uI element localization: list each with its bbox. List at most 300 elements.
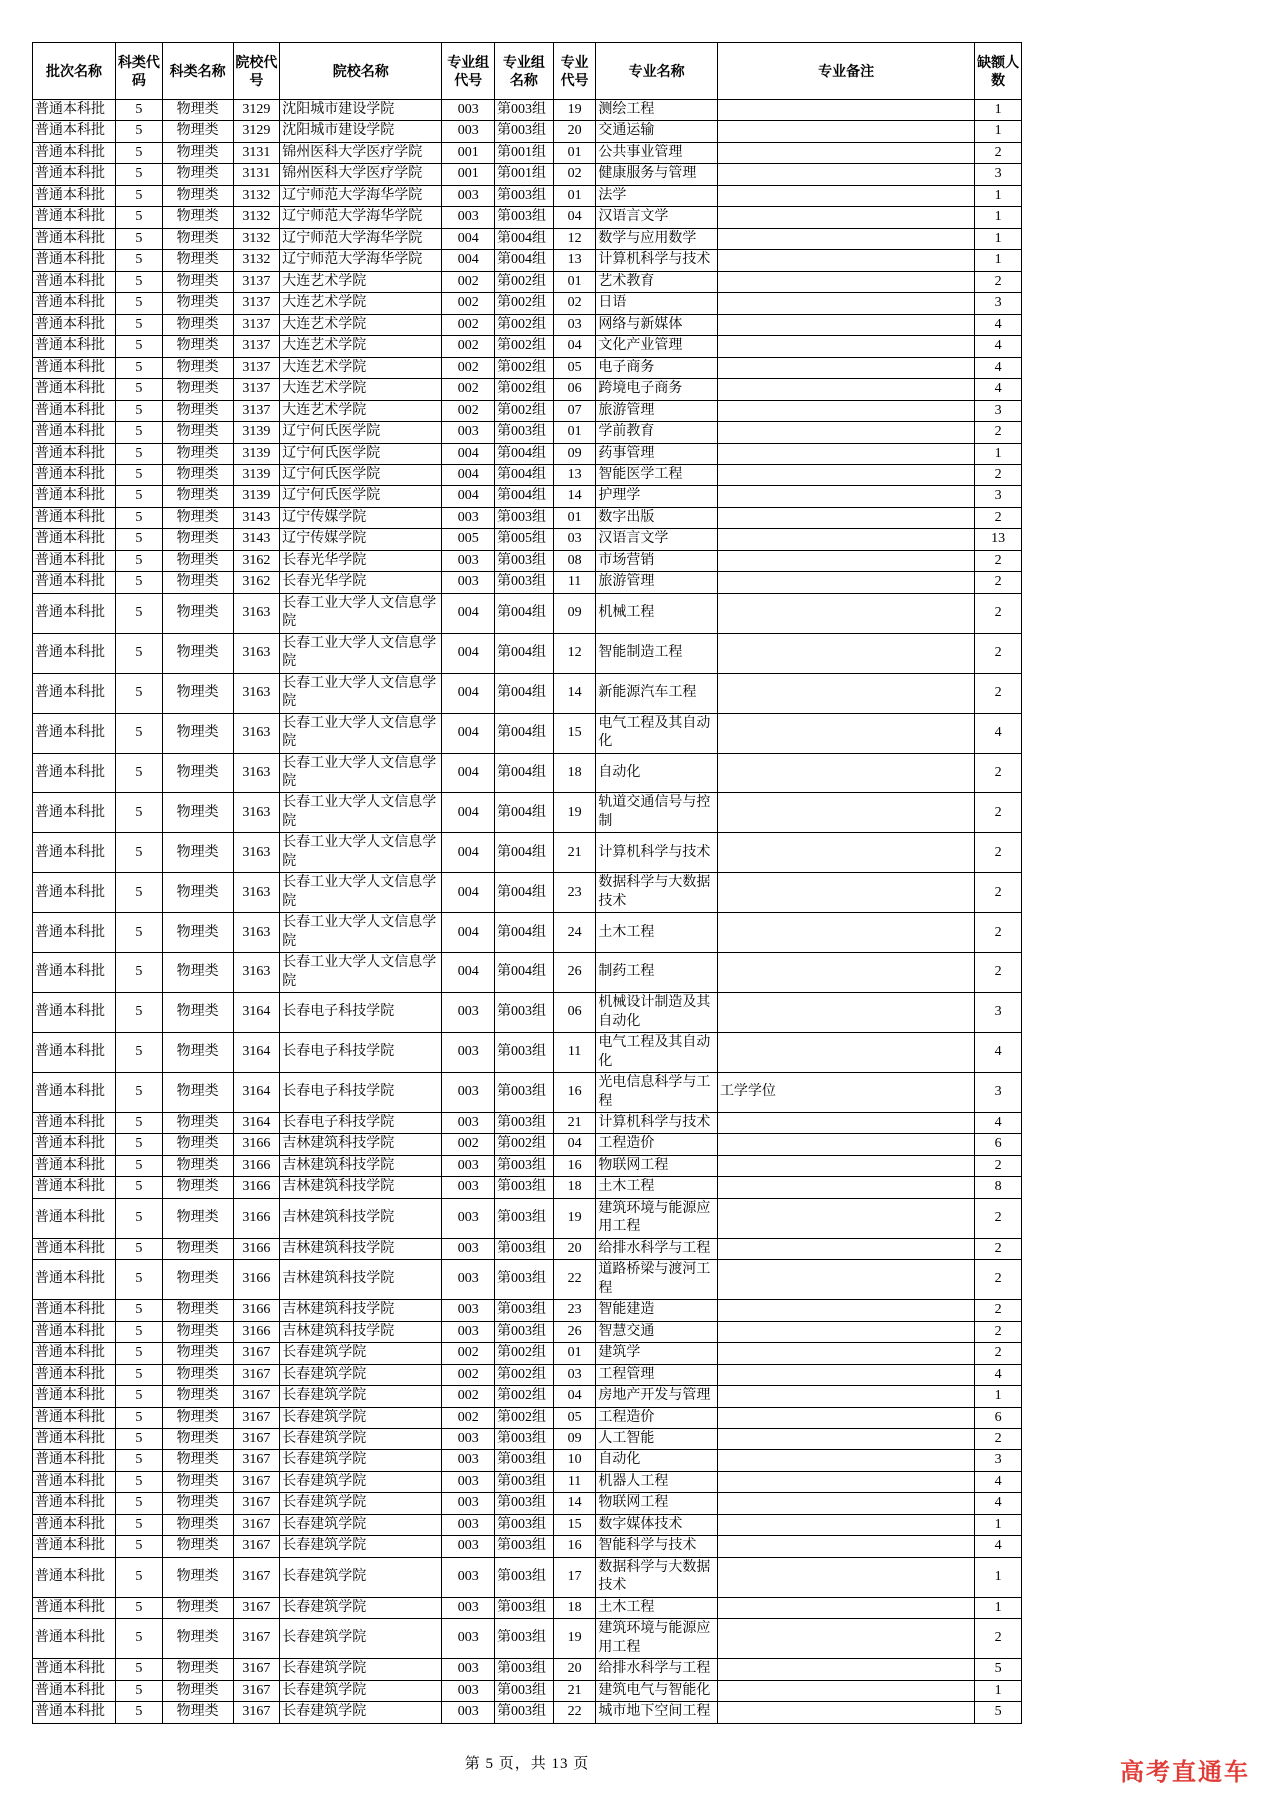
table-row bbox=[33, 443, 1022, 464]
cell-subject_name: 物理类 bbox=[162, 993, 233, 1033]
cell-major_code: 18 bbox=[553, 753, 596, 793]
cell-batch_name: 普通本科批 bbox=[33, 1597, 116, 1618]
cell-college_code: 3167 bbox=[233, 1680, 280, 1701]
cell-subject_code: 5 bbox=[116, 443, 163, 464]
cell-group_code: 003 bbox=[442, 185, 495, 206]
cell-college_name: 长春建筑学院 bbox=[280, 1386, 442, 1407]
cell-group_name: 第004组 bbox=[495, 753, 554, 793]
cell-subject_code: 5 bbox=[116, 422, 163, 443]
cell-group_name: 第002组 bbox=[495, 400, 554, 421]
cell-major_code: 21 bbox=[553, 1112, 596, 1133]
cell-group_name: 第003组 bbox=[495, 1177, 554, 1198]
cell-major_remark bbox=[717, 1597, 974, 1618]
cell-batch_name: 普通本科批 bbox=[33, 507, 116, 528]
cell-subject_name: 物理类 bbox=[162, 486, 233, 507]
cell-vacancy_count: 6 bbox=[975, 1134, 1022, 1155]
cell-subject_name: 物理类 bbox=[162, 1471, 233, 1492]
cell-group_name: 第003组 bbox=[495, 1702, 554, 1723]
cell-major_code: 04 bbox=[553, 207, 596, 228]
cell-group_code: 004 bbox=[442, 633, 495, 673]
cell-batch_name: 普通本科批 bbox=[33, 1300, 116, 1321]
cell-major_remark bbox=[717, 142, 974, 163]
cell-batch_name: 普通本科批 bbox=[33, 1198, 116, 1238]
cell-major_remark bbox=[717, 100, 974, 121]
table-row bbox=[33, 1536, 1022, 1557]
cell-college_code: 3164 bbox=[233, 993, 280, 1033]
cell-group_code: 002 bbox=[442, 293, 495, 314]
cell-subject_code: 5 bbox=[116, 507, 163, 528]
cell-college_code: 3167 bbox=[233, 1597, 280, 1618]
cell-vacancy_count: 1 bbox=[975, 185, 1022, 206]
cell-subject_code: 5 bbox=[116, 1112, 163, 1133]
cell-college_name: 长春建筑学院 bbox=[280, 1597, 442, 1618]
cell-subject_name: 物理类 bbox=[162, 422, 233, 443]
table-header bbox=[33, 43, 1022, 100]
cell-group_name: 第001组 bbox=[495, 142, 554, 163]
cell-subject_code: 5 bbox=[116, 400, 163, 421]
cell-college_code: 3167 bbox=[233, 1386, 280, 1407]
cell-subject_code: 5 bbox=[116, 1198, 163, 1238]
cell-college_name: 长春建筑学院 bbox=[280, 1364, 442, 1385]
cell-vacancy_count: 2 bbox=[975, 422, 1022, 443]
cell-major_code: 14 bbox=[553, 673, 596, 713]
cell-group_code: 002 bbox=[442, 1364, 495, 1385]
cell-batch_name: 普通本科批 bbox=[33, 250, 116, 271]
cell-major_code: 06 bbox=[553, 993, 596, 1033]
table-row bbox=[33, 121, 1022, 142]
cell-major_remark bbox=[717, 572, 974, 593]
cell-group_code: 003 bbox=[442, 1557, 495, 1597]
cell-major_remark bbox=[717, 793, 974, 833]
cell-group_name: 第003组 bbox=[495, 993, 554, 1033]
cell-college_name: 大连艺术学院 bbox=[280, 271, 442, 292]
cell-subject_code: 5 bbox=[116, 593, 163, 633]
cell-subject_code: 5 bbox=[116, 1407, 163, 1428]
cell-college_name: 大连艺术学院 bbox=[280, 400, 442, 421]
cell-major_name: 电气工程及其自动化 bbox=[596, 713, 718, 753]
table-row bbox=[33, 1343, 1022, 1364]
cell-major_code: 10 bbox=[553, 1450, 596, 1471]
cell-group_name: 第002组 bbox=[495, 1364, 554, 1385]
cell-major_name: 药事管理 bbox=[596, 443, 718, 464]
cell-vacancy_count: 1 bbox=[975, 1680, 1022, 1701]
cell-major_name: 建筑电气与智能化 bbox=[596, 1680, 718, 1701]
cell-vacancy_count: 1 bbox=[975, 1557, 1022, 1597]
cell-subject_name: 物理类 bbox=[162, 1134, 233, 1155]
cell-vacancy_count: 2 bbox=[975, 593, 1022, 633]
cell-batch_name: 普通本科批 bbox=[33, 1702, 116, 1723]
cell-group_code: 003 bbox=[442, 1300, 495, 1321]
table-row bbox=[33, 314, 1022, 335]
cell-college_name: 吉林建筑科技学院 bbox=[280, 1155, 442, 1176]
cell-subject_name: 物理类 bbox=[162, 293, 233, 314]
cell-college_code: 3167 bbox=[233, 1619, 280, 1659]
cell-vacancy_count: 4 bbox=[975, 1364, 1022, 1385]
table-row bbox=[33, 507, 1022, 528]
cell-subject_code: 5 bbox=[116, 1300, 163, 1321]
cell-subject_name: 物理类 bbox=[162, 357, 233, 378]
cell-subject_code: 5 bbox=[116, 1364, 163, 1385]
cell-group_code: 003 bbox=[442, 1680, 495, 1701]
cell-major_name: 计算机科学与技术 bbox=[596, 250, 718, 271]
cell-batch_name: 普通本科批 bbox=[33, 100, 116, 121]
cell-college_code: 3164 bbox=[233, 1033, 280, 1073]
cell-group_name: 第003组 bbox=[495, 121, 554, 142]
cell-college_code: 3163 bbox=[233, 633, 280, 673]
cell-college_name: 长春电子科技学院 bbox=[280, 1073, 442, 1113]
cell-major_remark bbox=[717, 357, 974, 378]
cell-group_code: 003 bbox=[442, 1198, 495, 1238]
cell-batch_name: 普通本科批 bbox=[33, 400, 116, 421]
cell-batch_name: 普通本科批 bbox=[33, 993, 116, 1033]
cell-college_code: 3166 bbox=[233, 1134, 280, 1155]
cell-group_code: 002 bbox=[442, 357, 495, 378]
cell-college_name: 长春工业大学人文信息学院 bbox=[280, 833, 442, 873]
cell-major_remark bbox=[717, 1429, 974, 1450]
cell-group_name: 第003组 bbox=[495, 1514, 554, 1535]
cell-vacancy_count: 2 bbox=[975, 1260, 1022, 1300]
cell-college_name: 长春工业大学人文信息学院 bbox=[280, 953, 442, 993]
cell-major_code: 04 bbox=[553, 336, 596, 357]
cell-major_name: 自动化 bbox=[596, 1450, 718, 1471]
cell-major_remark bbox=[717, 400, 974, 421]
cell-group_code: 002 bbox=[442, 271, 495, 292]
cell-college_name: 锦州医科大学医疗学院 bbox=[280, 142, 442, 163]
cell-major_name: 文化产业管理 bbox=[596, 336, 718, 357]
cell-vacancy_count: 4 bbox=[975, 1471, 1022, 1492]
cell-group_name: 第002组 bbox=[495, 271, 554, 292]
cell-college_code: 3129 bbox=[233, 121, 280, 142]
cell-major_remark bbox=[717, 207, 974, 228]
cell-subject_name: 物理类 bbox=[162, 443, 233, 464]
cell-group_code: 003 bbox=[442, 507, 495, 528]
cell-subject_name: 物理类 bbox=[162, 400, 233, 421]
cell-vacancy_count: 4 bbox=[975, 314, 1022, 335]
cell-subject_name: 物理类 bbox=[162, 1450, 233, 1471]
cell-college_name: 长春建筑学院 bbox=[280, 1493, 442, 1514]
cell-college_code: 3137 bbox=[233, 400, 280, 421]
cell-college_name: 长春建筑学院 bbox=[280, 1407, 442, 1428]
cell-subject_name: 物理类 bbox=[162, 336, 233, 357]
cell-college_name: 大连艺术学院 bbox=[280, 293, 442, 314]
cell-batch_name: 普通本科批 bbox=[33, 271, 116, 292]
cell-major_code: 12 bbox=[553, 633, 596, 673]
cell-batch_name: 普通本科批 bbox=[33, 1536, 116, 1557]
cell-major_name: 日语 bbox=[596, 293, 718, 314]
cell-subject_name: 物理类 bbox=[162, 1557, 233, 1597]
cell-group_code: 004 bbox=[442, 486, 495, 507]
table-row bbox=[33, 1471, 1022, 1492]
table-row bbox=[33, 379, 1022, 400]
cell-subject_name: 物理类 bbox=[162, 1177, 233, 1198]
cell-subject_code: 5 bbox=[116, 1073, 163, 1113]
cell-college_name: 长春建筑学院 bbox=[280, 1536, 442, 1557]
cell-major_remark bbox=[717, 250, 974, 271]
cell-batch_name: 普通本科批 bbox=[33, 633, 116, 673]
cell-batch_name: 普通本科批 bbox=[33, 953, 116, 993]
cell-subject_name: 物理类 bbox=[162, 185, 233, 206]
cell-college_code: 3167 bbox=[233, 1536, 280, 1557]
cell-major_code: 23 bbox=[553, 1300, 596, 1321]
cell-college_name: 锦州医科大学医疗学院 bbox=[280, 164, 442, 185]
cell-group_code: 004 bbox=[442, 873, 495, 913]
cell-subject_code: 5 bbox=[116, 1536, 163, 1557]
cell-vacancy_count: 2 bbox=[975, 507, 1022, 528]
table-body bbox=[33, 100, 1022, 1724]
cell-major_name: 跨境电子商务 bbox=[596, 379, 718, 400]
cell-group_code: 003 bbox=[442, 1112, 495, 1133]
cell-group_code: 004 bbox=[442, 228, 495, 249]
cell-college_code: 3139 bbox=[233, 486, 280, 507]
cell-major_name: 土木工程 bbox=[596, 913, 718, 953]
cell-major_code: 01 bbox=[553, 185, 596, 206]
cell-college_name: 大连艺术学院 bbox=[280, 357, 442, 378]
cell-major_code: 11 bbox=[553, 572, 596, 593]
cell-subject_name: 物理类 bbox=[162, 1597, 233, 1618]
cell-group_code: 002 bbox=[442, 1386, 495, 1407]
cell-college_name: 吉林建筑科技学院 bbox=[280, 1238, 442, 1259]
cell-batch_name: 普通本科批 bbox=[33, 593, 116, 633]
cell-college_name: 长春建筑学院 bbox=[280, 1702, 442, 1723]
cell-subject_code: 5 bbox=[116, 993, 163, 1033]
cell-group_code: 005 bbox=[442, 529, 495, 550]
cell-college_code: 3167 bbox=[233, 1429, 280, 1450]
cell-group_name: 第003组 bbox=[495, 1597, 554, 1618]
cell-college_name: 长春建筑学院 bbox=[280, 1429, 442, 1450]
cell-subject_name: 物理类 bbox=[162, 1260, 233, 1300]
cell-major_remark: 工学学位 bbox=[717, 1073, 974, 1113]
cell-group_name: 第002组 bbox=[495, 314, 554, 335]
cell-batch_name: 普通本科批 bbox=[33, 833, 116, 873]
table-row bbox=[33, 464, 1022, 485]
table-row bbox=[33, 993, 1022, 1033]
cell-batch_name: 普通本科批 bbox=[33, 357, 116, 378]
cell-college_name: 长春光华学院 bbox=[280, 550, 442, 571]
cell-major_name: 数据科学与大数据技术 bbox=[596, 873, 718, 913]
cell-vacancy_count: 2 bbox=[975, 1619, 1022, 1659]
cell-group_code: 003 bbox=[442, 1073, 495, 1113]
cell-major_code: 11 bbox=[553, 1471, 596, 1492]
cell-subject_name: 物理类 bbox=[162, 1514, 233, 1535]
cell-subject_code: 5 bbox=[116, 1450, 163, 1471]
cell-group_name: 第002组 bbox=[495, 1386, 554, 1407]
cell-major_name: 给排水科学与工程 bbox=[596, 1238, 718, 1259]
table-row bbox=[33, 1450, 1022, 1471]
table-row bbox=[33, 1407, 1022, 1428]
cell-major_remark bbox=[717, 1134, 974, 1155]
cell-group_code: 003 bbox=[442, 1536, 495, 1557]
cell-major_code: 05 bbox=[553, 1407, 596, 1428]
cell-subject_code: 5 bbox=[116, 1429, 163, 1450]
cell-major_code: 19 bbox=[553, 100, 596, 121]
cell-group_code: 004 bbox=[442, 833, 495, 873]
cell-major_name: 公共事业管理 bbox=[596, 142, 718, 163]
header-college-code: 院校代号 bbox=[233, 43, 280, 100]
cell-batch_name: 普通本科批 bbox=[33, 1557, 116, 1597]
cell-vacancy_count: 1 bbox=[975, 121, 1022, 142]
cell-college_name: 长春工业大学人文信息学院 bbox=[280, 753, 442, 793]
cell-major_remark bbox=[717, 913, 974, 953]
cell-major_remark bbox=[717, 993, 974, 1033]
cell-subject_code: 5 bbox=[116, 913, 163, 953]
cell-major_name: 工程管理 bbox=[596, 1364, 718, 1385]
cell-major_name: 智能科学与技术 bbox=[596, 1536, 718, 1557]
cell-college_code: 3163 bbox=[233, 793, 280, 833]
cell-subject_name: 物理类 bbox=[162, 207, 233, 228]
cell-vacancy_count: 2 bbox=[975, 1429, 1022, 1450]
cell-major_code: 11 bbox=[553, 1033, 596, 1073]
cell-group_name: 第004组 bbox=[495, 873, 554, 913]
cell-major_code: 01 bbox=[553, 1343, 596, 1364]
cell-batch_name: 普通本科批 bbox=[33, 1033, 116, 1073]
cell-group_name: 第003组 bbox=[495, 1238, 554, 1259]
cell-college_code: 3163 bbox=[233, 593, 280, 633]
header-major-name: 专业名称 bbox=[596, 43, 718, 100]
table-row bbox=[33, 833, 1022, 873]
cell-major_name: 物联网工程 bbox=[596, 1493, 718, 1514]
cell-subject_name: 物理类 bbox=[162, 507, 233, 528]
header-group-name: 专业组名称 bbox=[495, 43, 554, 100]
cell-college_name: 长春建筑学院 bbox=[280, 1471, 442, 1492]
cell-subject_name: 物理类 bbox=[162, 142, 233, 163]
cell-major_name: 机械设计制造及其自动化 bbox=[596, 993, 718, 1033]
cell-vacancy_count: 2 bbox=[975, 271, 1022, 292]
cell-group_name: 第002组 bbox=[495, 1407, 554, 1428]
cell-subject_code: 5 bbox=[116, 572, 163, 593]
cell-group_name: 第003组 bbox=[495, 185, 554, 206]
cell-college_code: 3166 bbox=[233, 1238, 280, 1259]
cell-college_code: 3131 bbox=[233, 164, 280, 185]
cell-batch_name: 普通本科批 bbox=[33, 1364, 116, 1385]
cell-subject_name: 物理类 bbox=[162, 1112, 233, 1133]
cell-major_remark bbox=[717, 1557, 974, 1597]
cell-group_name: 第004组 bbox=[495, 833, 554, 873]
cell-subject_name: 物理类 bbox=[162, 1680, 233, 1701]
table-row bbox=[33, 100, 1022, 121]
cell-batch_name: 普通本科批 bbox=[33, 1514, 116, 1535]
cell-major_code: 09 bbox=[553, 1429, 596, 1450]
cell-major_code: 19 bbox=[553, 1619, 596, 1659]
cell-subject_name: 物理类 bbox=[162, 873, 233, 913]
cell-subject_name: 物理类 bbox=[162, 250, 233, 271]
cell-subject_name: 物理类 bbox=[162, 1493, 233, 1514]
cell-subject_name: 物理类 bbox=[162, 1155, 233, 1176]
cell-group_name: 第003组 bbox=[495, 1493, 554, 1514]
cell-subject_name: 物理类 bbox=[162, 1198, 233, 1238]
cell-group_name: 第003组 bbox=[495, 1033, 554, 1073]
cell-subject_code: 5 bbox=[116, 1514, 163, 1535]
table-row bbox=[33, 1177, 1022, 1198]
cell-subject_code: 5 bbox=[116, 1471, 163, 1492]
cell-group_code: 003 bbox=[442, 1177, 495, 1198]
cell-college_code: 3167 bbox=[233, 1407, 280, 1428]
cell-major_remark bbox=[717, 1407, 974, 1428]
table-row bbox=[33, 793, 1022, 833]
cell-major_code: 17 bbox=[553, 1557, 596, 1597]
cell-major_remark bbox=[717, 953, 974, 993]
cell-group_code: 003 bbox=[442, 1597, 495, 1618]
cell-vacancy_count: 4 bbox=[975, 713, 1022, 753]
cell-major_remark bbox=[717, 1386, 974, 1407]
cell-subject_code: 5 bbox=[116, 1493, 163, 1514]
cell-vacancy_count: 2 bbox=[975, 953, 1022, 993]
cell-group_code: 003 bbox=[442, 1429, 495, 1450]
cell-college_code: 3137 bbox=[233, 293, 280, 314]
cell-college_name: 吉林建筑科技学院 bbox=[280, 1198, 442, 1238]
cell-batch_name: 普通本科批 bbox=[33, 1112, 116, 1133]
cell-college_code: 3137 bbox=[233, 271, 280, 292]
cell-subject_code: 5 bbox=[116, 1260, 163, 1300]
cell-batch_name: 普通本科批 bbox=[33, 293, 116, 314]
cell-group_name: 第004组 bbox=[495, 633, 554, 673]
cell-college_code: 3137 bbox=[233, 357, 280, 378]
page-number-footer: 第 5 页，共 13 页 bbox=[464, 1756, 590, 1772]
cell-group_name: 第003组 bbox=[495, 1557, 554, 1597]
cell-college_code: 3143 bbox=[233, 507, 280, 528]
cell-batch_name: 普通本科批 bbox=[33, 550, 116, 571]
cell-vacancy_count: 2 bbox=[975, 1300, 1022, 1321]
cell-major_name: 智能医学工程 bbox=[596, 464, 718, 485]
cell-major_code: 20 bbox=[553, 1238, 596, 1259]
cell-group_code: 004 bbox=[442, 753, 495, 793]
cell-subject_code: 5 bbox=[116, 314, 163, 335]
cell-batch_name: 普通本科批 bbox=[33, 1177, 116, 1198]
cell-subject_name: 物理类 bbox=[162, 1429, 233, 1450]
cell-group_code: 003 bbox=[442, 1450, 495, 1471]
cell-major_name: 数学与应用数学 bbox=[596, 228, 718, 249]
cell-subject_name: 物理类 bbox=[162, 753, 233, 793]
cell-major_remark bbox=[717, 1364, 974, 1385]
cell-subject_code: 5 bbox=[116, 1343, 163, 1364]
cell-major_name: 机械工程 bbox=[596, 593, 718, 633]
cell-college_code: 3139 bbox=[233, 422, 280, 443]
cell-batch_name: 普通本科批 bbox=[33, 673, 116, 713]
cell-batch_name: 普通本科批 bbox=[33, 336, 116, 357]
cell-major_name: 市场营销 bbox=[596, 550, 718, 571]
cell-college_code: 3132 bbox=[233, 185, 280, 206]
cell-major_code: 12 bbox=[553, 228, 596, 249]
cell-major_name: 土木工程 bbox=[596, 1597, 718, 1618]
cell-major_code: 09 bbox=[553, 443, 596, 464]
table-row bbox=[33, 400, 1022, 421]
cell-college_name: 长春工业大学人文信息学院 bbox=[280, 673, 442, 713]
cell-college_name: 辽宁何氏医学院 bbox=[280, 422, 442, 443]
cell-group_name: 第003组 bbox=[495, 100, 554, 121]
cell-college_name: 辽宁师范大学海华学院 bbox=[280, 207, 442, 228]
cell-major_code: 18 bbox=[553, 1177, 596, 1198]
table-row bbox=[33, 228, 1022, 249]
cell-major_remark bbox=[717, 422, 974, 443]
cell-college_code: 3132 bbox=[233, 228, 280, 249]
table-row bbox=[33, 1597, 1022, 1618]
cell-vacancy_count: 4 bbox=[975, 1493, 1022, 1514]
cell-major_code: 22 bbox=[553, 1702, 596, 1723]
cell-college_code: 3162 bbox=[233, 550, 280, 571]
cell-subject_name: 物理类 bbox=[162, 1033, 233, 1073]
cell-vacancy_count: 4 bbox=[975, 357, 1022, 378]
cell-vacancy_count: 5 bbox=[975, 1659, 1022, 1680]
cell-major_name: 数字出版 bbox=[596, 507, 718, 528]
cell-college_name: 大连艺术学院 bbox=[280, 314, 442, 335]
table-row bbox=[33, 873, 1022, 913]
cell-group_code: 002 bbox=[442, 379, 495, 400]
cell-vacancy_count: 4 bbox=[975, 379, 1022, 400]
cell-college_code: 3163 bbox=[233, 753, 280, 793]
cell-batch_name: 普通本科批 bbox=[33, 1260, 116, 1300]
cell-college_name: 吉林建筑科技学院 bbox=[280, 1300, 442, 1321]
cell-vacancy_count: 13 bbox=[975, 529, 1022, 550]
cell-major_remark bbox=[717, 1493, 974, 1514]
